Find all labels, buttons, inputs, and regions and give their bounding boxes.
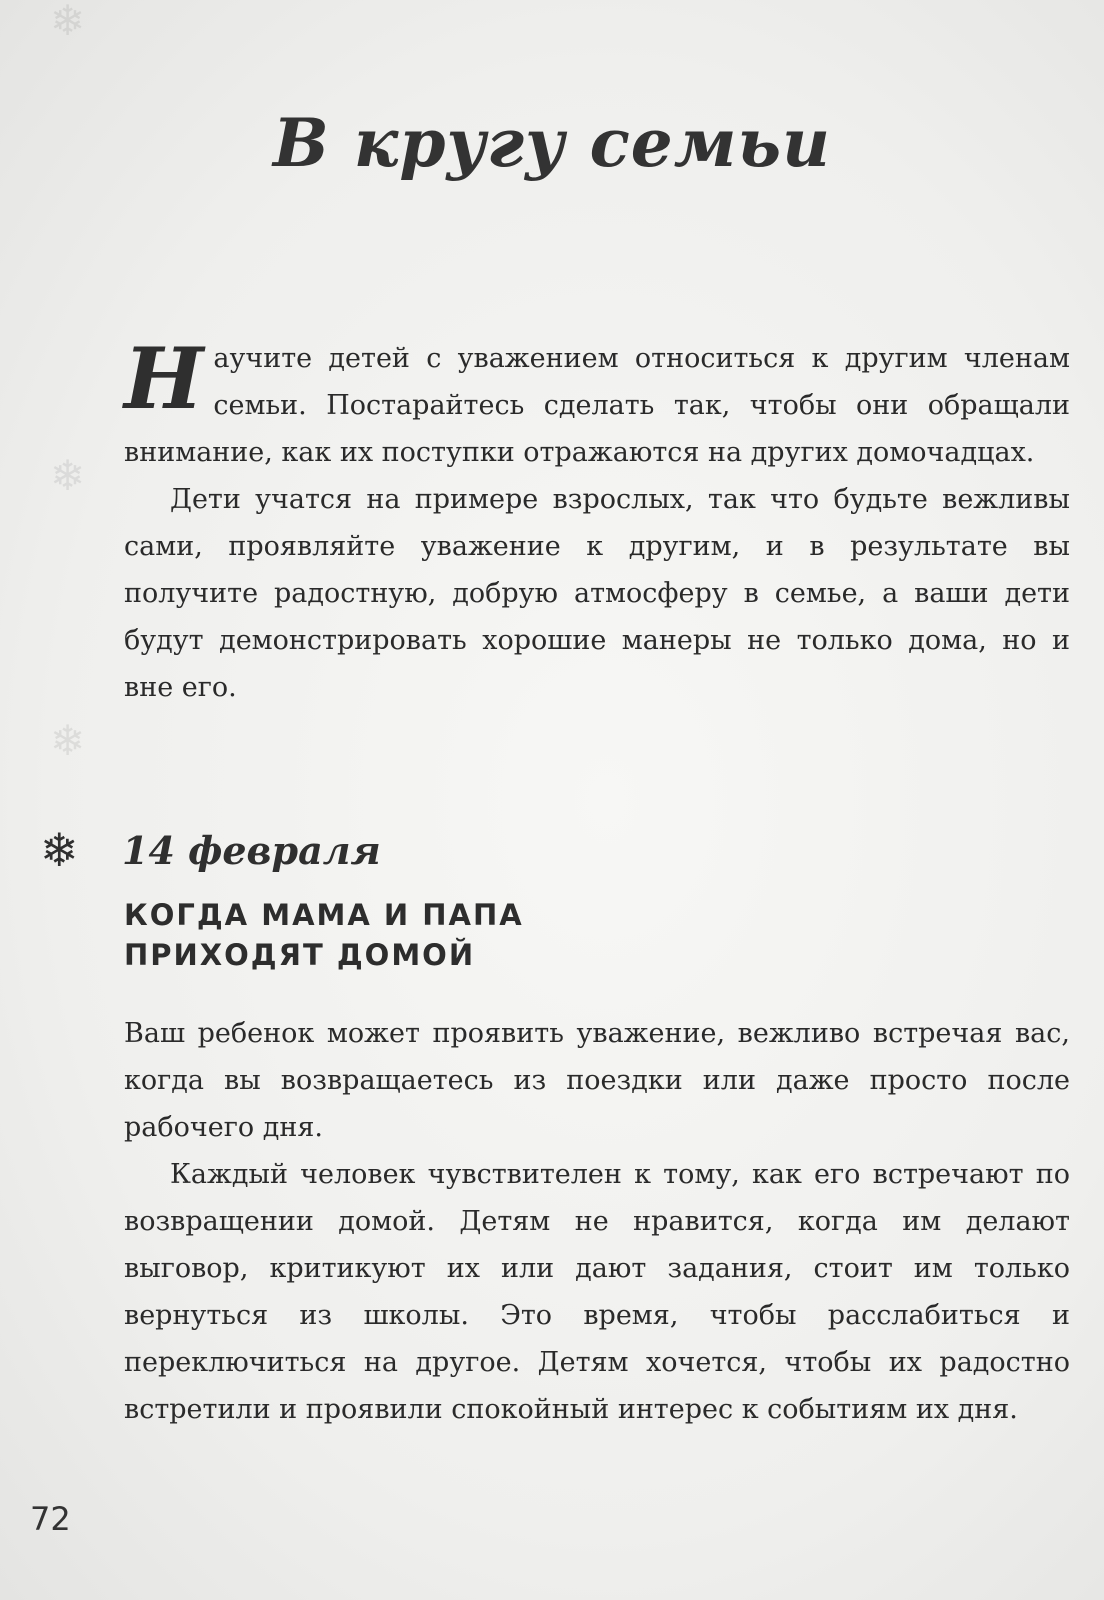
drop-cap: Н <box>124 329 204 428</box>
bleed-through-snowflake-icon: ❄ <box>50 716 86 765</box>
section-title: В кругу семьи <box>272 104 832 183</box>
entry-body <box>124 1010 1070 1433</box>
bleed-through-snowflake-icon: ❄ <box>50 0 86 45</box>
intro-paragraph-text: аучите детей с уважением относиться к другим членам семьи. Постарайтесь сделать так, чтобы они обращали внимание, как их поступки отражаются на других домочадцах. <box>124 343 1070 468</box>
intro-paragraph: Дети учатся на примере взрослых, так что будьте вежливы сами, проявляйте уважение к другим, и в результате вы получите радостную, добрую атмосферу в семье, а ваши дети будут демонстрировать хорошие манеры не только дома, но и вне его. <box>124 484 1070 703</box>
entry-date: 14 февраля <box>122 827 381 873</box>
entry-date-row <box>40 820 381 880</box>
snowflake-icon: ❄ <box>40 823 79 877</box>
entry-paragraph: Каждый человек чувствителен к тому, как его встречают по возвращении домой. Детям не нравится, когда им делают выговор, критикуют их или дают задания, стоит им только вернуться из школы. Это время, чтобы расслабиться и переключиться на другое. Детям хочется, чтобы их радостно встретили и проявили спокойный интерес к событиям их дня. <box>124 1159 1070 1425</box>
bleed-through-snowflake-icon: ❄ <box>50 451 86 500</box>
intro-text <box>124 329 1070 711</box>
page-number: 72 <box>30 1500 71 1538</box>
intro-paragraph <box>124 329 1070 476</box>
entry-paragraph: Ваш ребенок может проявить уважение, вежливо встречая вас, когда вы возвращаетесь из поездки или даже просто после рабочего дня. <box>124 1018 1070 1143</box>
entry-heading-line: КОГДА МАМА И ПАПА <box>124 898 524 932</box>
entry-heading <box>124 895 824 975</box>
entry-heading-line: ПРИХОДЯТ ДОМОЙ <box>124 938 476 972</box>
